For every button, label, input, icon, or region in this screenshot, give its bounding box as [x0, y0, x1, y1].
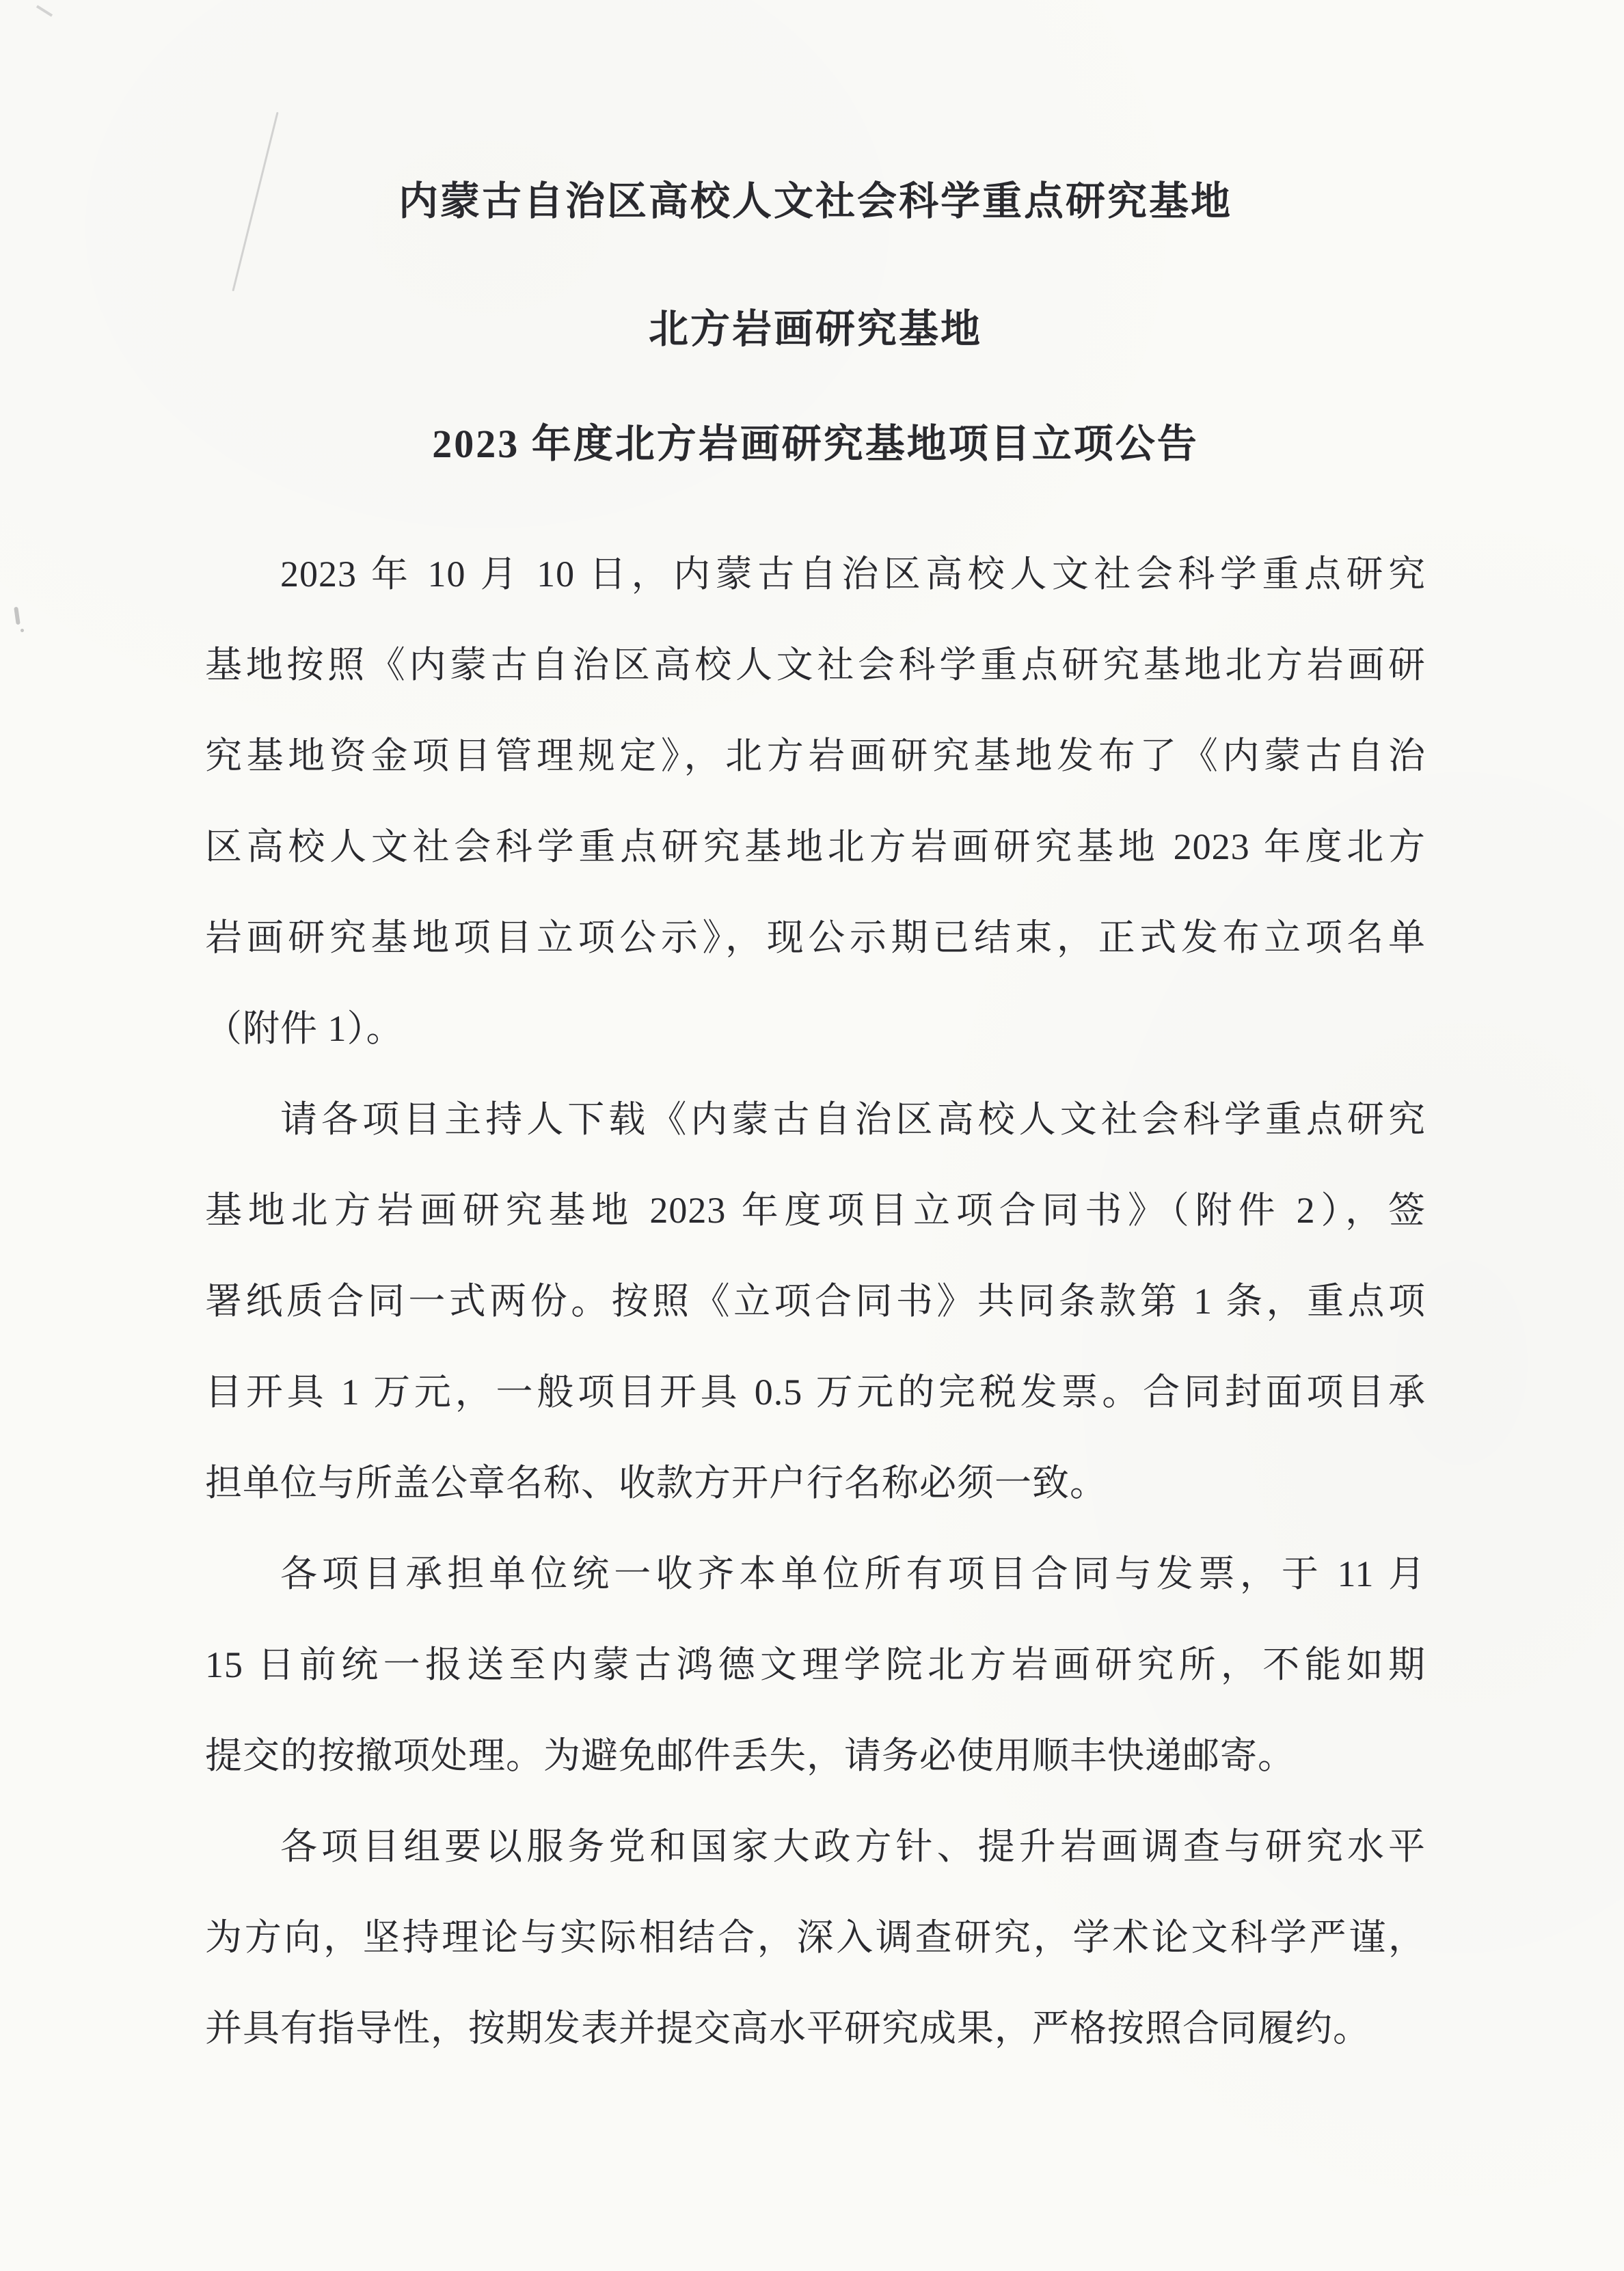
text-line: 基地按照《内蒙古自治区高校人文社会科学重点研究基地北方岩画研	[205, 644, 1426, 685]
text-line: （附件 1）。	[205, 1008, 404, 1049]
text-line: 为方向，坚持理论与实际相结合，深入调查研究，学术论文科学严谨，	[205, 1917, 1426, 1958]
text-line: 并具有指导性，按期发表并提交高水平研究成果，严格按照合同履约。	[205, 2008, 1370, 2049]
text-line: 究基地资金项目管理规定》，北方岩画研究基地发布了《内蒙古自治	[205, 735, 1426, 776]
paragraph-4	[205, 1801, 1426, 2074]
scan-artifact	[36, 5, 53, 16]
text-line: 岩画研究基地项目立项公示》，现公示期已结束，正式发布立项名单	[205, 917, 1426, 958]
text-line: 2023 年 10 月 10 日，内蒙古自治区高校人文社会科学重点研究	[280, 554, 1426, 595]
paragraph-3	[205, 1529, 1426, 1801]
document-title-line-2: 北方岩画研究基地	[648, 307, 982, 351]
scan-artifact	[14, 607, 21, 625]
text-line: 各项目承担单位统一收齐本单位所有项目合同与发票，于 11 月	[280, 1553, 1426, 1594]
document-title-line-3: 2023 年度北方岩画研究基地项目立项公告	[432, 422, 1199, 466]
document-body	[205, 529, 1426, 2074]
text-line: 各项目组要以服务党和国家大政方针、提升岩画调查与研究水平	[280, 1826, 1426, 1867]
text-line: 担单位与所盖公章名称、收款方开户行名称必须一致。	[205, 1463, 1107, 1504]
text-line: 请各项目主持人下载《内蒙古自治区高校人文社会科学重点研究	[280, 1099, 1426, 1140]
text-line: 目开具 1 万元，一般项目开具 0.5 万元的完税发票。合同封面项目承	[205, 1372, 1426, 1413]
document-title-line-1: 内蒙古自治区高校人文社会科学重点研究基地	[398, 179, 1232, 223]
paragraph-2	[205, 1074, 1426, 1529]
text-line: 提交的按撤项处理。为避免邮件丢失，请务必使用顺丰快递邮寄。	[205, 1735, 1295, 1776]
text-line: 基地北方岩画研究基地 2023 年度项目立项合同书》（附件 2），签	[205, 1190, 1426, 1231]
text-line: 区高校人文社会科学重点研究基地北方岩画研究基地 2023 年度北方	[205, 826, 1426, 867]
text-line: 署纸质合同一式两份。按照《立项合同书》共同条款第 1 条，重点项	[205, 1281, 1426, 1322]
text-line: 15 日前统一报送至内蒙古鸿德文理学院北方岩画研究所，不能如期	[205, 1644, 1426, 1685]
paragraph-1	[205, 529, 1426, 1074]
scan-artifact	[21, 629, 24, 632]
